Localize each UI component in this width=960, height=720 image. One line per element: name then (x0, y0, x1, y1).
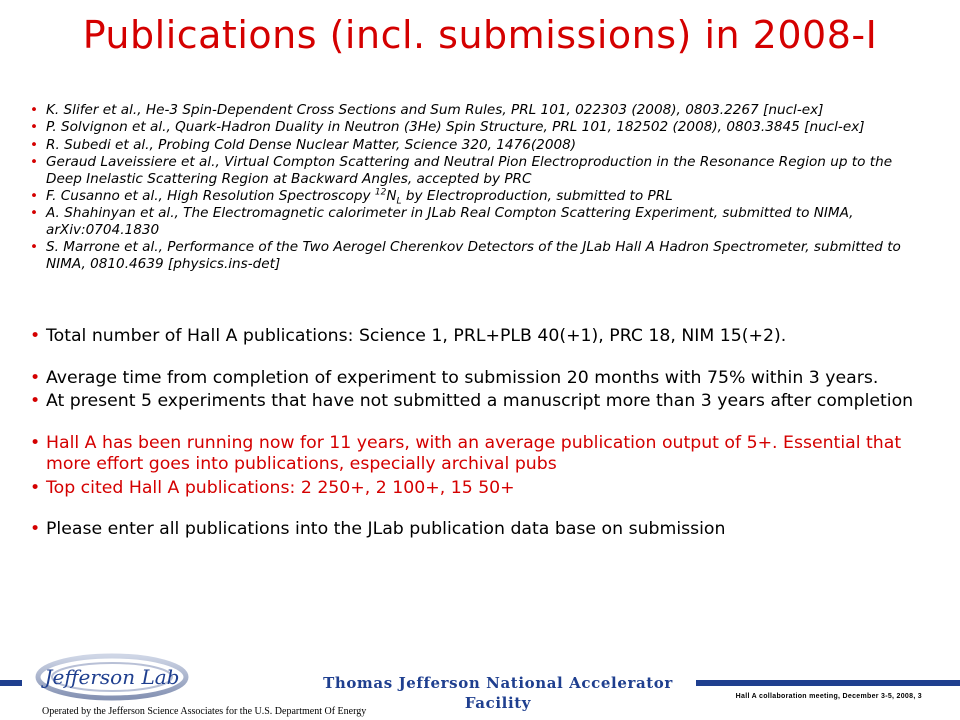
summary-point: • Average time from completion of experiment to submission 20 months with 75% within 3 years. (30, 367, 879, 388)
summary-list (30, 326, 940, 541)
publication-list (30, 102, 930, 273)
bullet-icon: • (30, 432, 41, 453)
bullet-icon: • (30, 136, 39, 153)
publication-item: • F. Cusanno et al., High Resolution Spectroscopy $^{12}N_L$ by Electroproduction, submitted to PRL (30, 187, 673, 207)
bullet-icon: • (30, 119, 39, 136)
bullet-icon: • (30, 239, 39, 256)
bullet-icon: • (30, 188, 39, 205)
publication-item: • K. Slifer et al., He-3 Spin-Dependent Cross Sections and Sum Rules, PRL 101, 022303 (2008), 0803.2267 [nucl-ex] (30, 102, 824, 118)
highlight-point: • Hall A has been running now for 11 years, with an average publication output of 5+. Essential that more effort goes into publications, especially archival pubs (30, 432, 902, 474)
publication-item: • S. Marrone et al., Performance of the Two Aerogel Cherenkov Detectors of the JLab Hall A Hadron Spectrometer, submitted to NIMA, 0810.4639 [physics.ins-det] (30, 239, 901, 272)
summary-point: • At present 5 experiments that have not submitted a manuscript more than 3 years after completion (30, 391, 914, 411)
publication-item: • P. Solvignon et al., Quark-Hadron Duality in Neutron (3He) Spin Structure, PRL 101, 182502 (2008), 0803.3845 [nucl-ex] (30, 119, 865, 136)
summary-point: • Please enter all publications into the JLab publication data base on submission (30, 519, 726, 539)
bullet-icon: • (30, 391, 41, 411)
publication-item: • R. Subedi et al., Probing Cold Dense Nuclear Matter, Science 320, 1476(2008) (30, 136, 577, 153)
summary-point: • Total number of Hall A publications: Science 1, PRL+PLB 40(+1), PRC 18, NIM 15(+2). (30, 326, 787, 346)
bullet-icon: • (30, 205, 39, 222)
jefferson-lab-logo (22, 652, 202, 702)
publication-item: • Geraud Laveissiere et al., Virtual Compton Scattering and Neutral Pion Electroproduction in the Resonance Region up to the Deep Inelastic Scattering Region at Backward Angles, accepted by PRC (30, 154, 893, 187)
bullet-icon: • (30, 326, 41, 346)
publication-item: • A. Shahinyan et al., The Electromagnetic calorimeter in JLab Real Compton Scattering Experiment, submitted to NIMA, arXiv:0704.1830 (30, 205, 854, 238)
meeting-info: Hall A collaboration meeting, December 3-5, 2008, 3 (735, 693, 922, 700)
operated-by-text: Operated by the Jefferson Science Associates for the U.S. Department Of Energy (42, 706, 367, 717)
slide-title: Publications (incl. submissions) in 2008-I (82, 13, 878, 57)
bullet-icon: • (30, 154, 39, 171)
bullet-icon: • (30, 519, 41, 539)
bullet-icon: • (30, 102, 39, 118)
bullet-icon: • (30, 367, 41, 388)
highlight-point: • Top cited Hall A publications: 2 250+, 2 100+, 15 50+ (30, 477, 515, 498)
lab-name: Thomas Jefferson National Accelerator Facility (300, 673, 696, 693)
bullet-icon: • (30, 477, 41, 498)
svg-text:Jefferson Lab: Jefferson Lab (44, 665, 180, 689)
